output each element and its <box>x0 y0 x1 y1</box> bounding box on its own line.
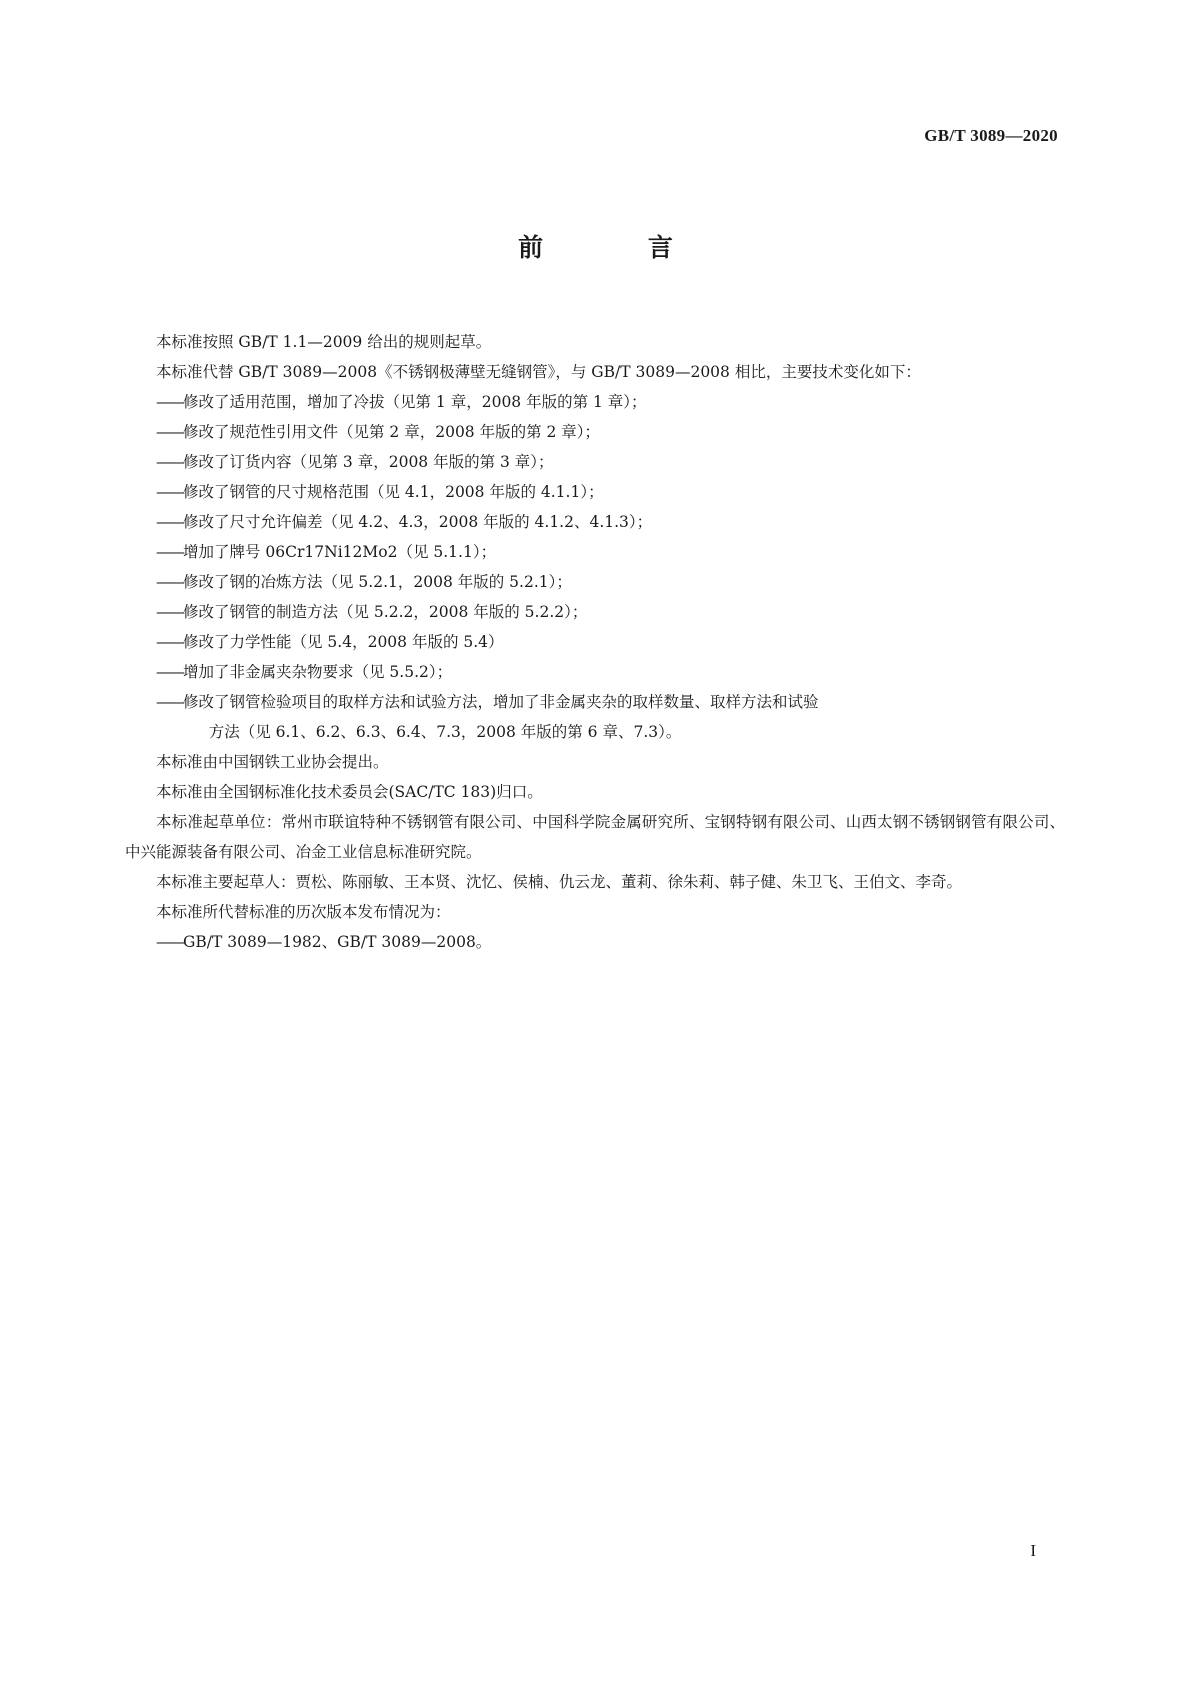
change-item: ——修改了钢管的尺寸规格范围（见 4.1，2008 年版的 4.1.1）； <box>156 483 604 501</box>
change-item: ——修改了钢管的制造方法（见 5.2.2，2008 年版的 5.2.2）； <box>156 603 588 621</box>
document-code: GB/T 3089—2020 <box>924 126 1058 145</box>
dash-mark: —— <box>156 513 183 531</box>
dash-mark: —— <box>156 393 183 411</box>
change-item: ——修改了钢的冶炼方法（见 5.2.1，2008 年版的 5.2.1）； <box>156 573 572 591</box>
dash-mark: —— <box>156 543 183 561</box>
change-item: ——修改了订货内容（见第 3 章，2008 年版的第 3 章）； <box>156 453 554 471</box>
change-item: ——增加了牌号 06Cr17Ni12Mo2（见 5.1.1）； <box>156 543 497 561</box>
dash-mark: —— <box>156 483 183 501</box>
dash-mark: —— <box>156 933 183 951</box>
change-item: ——修改了适用范围，增加了冷拔（见第 1 章，2008 年版的第 1 章）； <box>156 393 647 411</box>
change-item: ——修改了力学性能（见 5.4，2008 年版的 5.4） <box>156 633 504 651</box>
page-title: 前 言 <box>518 233 721 262</box>
paragraph-drafting-units: 本标准起草单位：常州市联谊特种不锈钢管有限公司、中国科学院金属研究所、宝钢特钢有限公司、山西太钢不锈钢钢管有限公司、中兴能源装备有限公司、冶金工业信息标准研究院。 <box>125 813 1065 861</box>
change-item: ——修改了规范性引用文件（见第 2 章，2008 年版的第 2 章）； <box>156 423 601 441</box>
paragraph-drafters: 本标准主要起草人：贾松、陈丽敏、王本贤、沈忆、侯楠、仇云龙、董莉、徐朱莉、韩子健、朱卫飞、王伯文、李奇。 <box>156 873 963 891</box>
paragraph-replacement: 本标准代替 GB/T 3089—2008《不锈钢极薄壁无缝钢管》，与 GB/T 3089—2008 相比，主要技术变化如下： <box>156 363 921 381</box>
dash-mark: —— <box>156 633 183 651</box>
page-number: I <box>1030 1541 1036 1560</box>
dash-mark: —— <box>156 423 183 441</box>
paragraph-centralized-by: 本标准由全国钢标准化技术委员会(SAC/TC 183)归口。 <box>156 783 543 801</box>
dash-mark: —— <box>156 603 183 621</box>
foreword-body <box>125 327 1065 957</box>
paragraph-proposed-by: 本标准由中国钢铁工业协会提出。 <box>156 753 389 771</box>
paragraph-history-intro: 本标准所代替标准的历次版本发布情况为： <box>156 903 451 921</box>
dash-mark: —— <box>156 453 183 471</box>
change-item-sampling: ——修改了钢管检验项目的取样方法和试验方法，增加了非金属夹杂的取样数量、取样方法和试验 <box>156 693 819 711</box>
change-item: ——修改了尺寸允许偏差（见 4.2、4.3，2008 年版的 4.1.2、4.1.3）； <box>156 513 653 531</box>
paragraph-drafting-rules: 本标准按照 GB/T 1.1—2009 给出的规则起草。 <box>156 333 492 351</box>
change-item-sampling-continued: 方法（见 6.1、6.2、6.3、6.4、7.3，2008 年版的第 6 章、7.3）。 <box>208 723 682 741</box>
dash-mark: —— <box>156 663 183 681</box>
dash-mark: —— <box>156 693 183 711</box>
history-item: ——GB/T 3089—1982、GB/T 3089—2008。 <box>156 933 492 951</box>
dash-mark: —— <box>156 573 183 591</box>
change-item: ——增加了非金属夹杂物要求（见 5.5.2）； <box>156 663 453 681</box>
